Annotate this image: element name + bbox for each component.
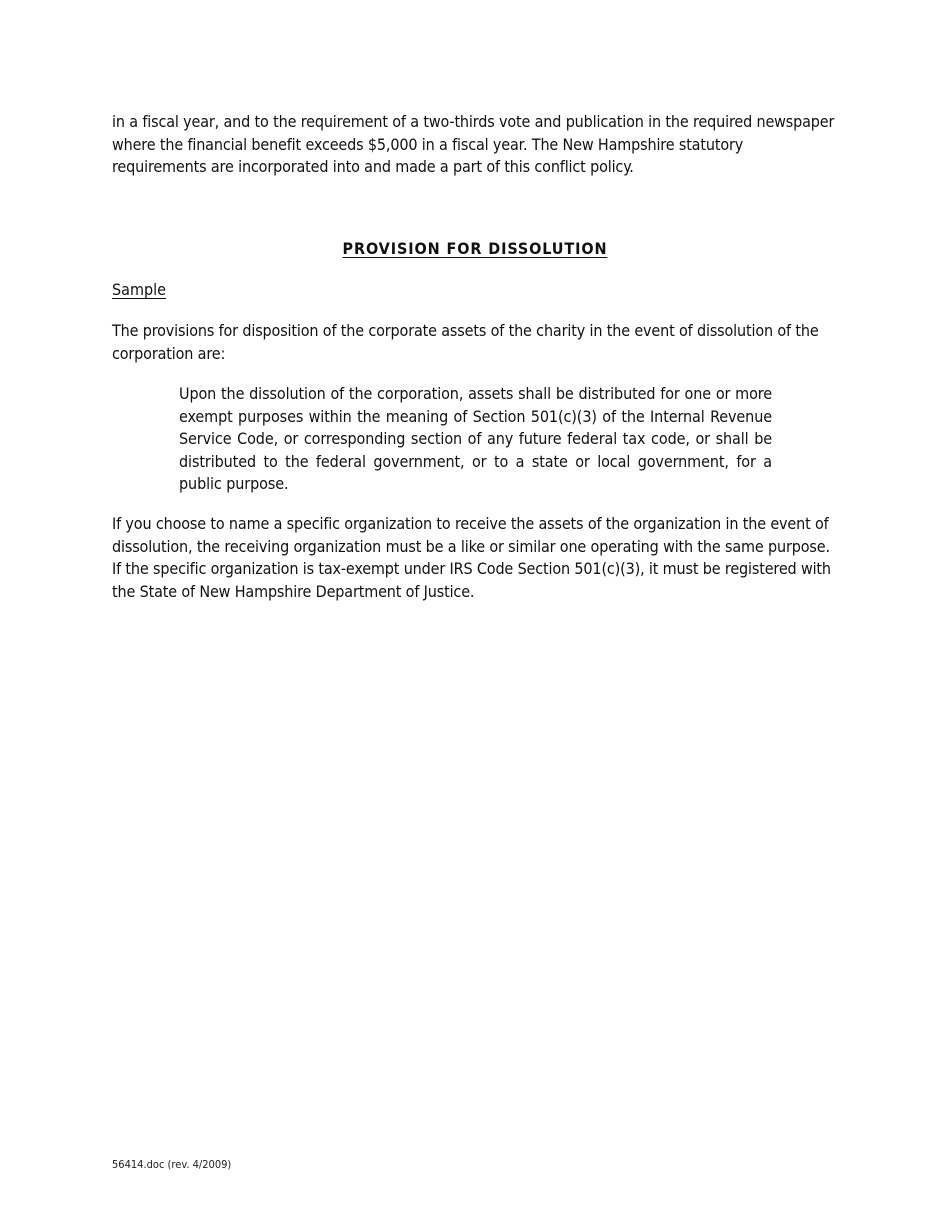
closing-paragraph: If you choose to name a specific organization to receive the assets of the organization in the event of dissolution, the receiving organization must be a like or similar one operating with the same purpose. If the specific organization is tax-exempt under IRS Code Section 501(c)(3), it must be registered with the State of New Hampshire Department of Justice. bbox=[112, 514, 831, 601]
section-heading-text: PROVISION FOR DISSOLUTION bbox=[342, 239, 608, 258]
document-footer: 56414.doc (rev. 4/2009) bbox=[112, 1158, 232, 1171]
lead-paragraph: The provisions for disposition of the corporate assets of the charity in the event of dissolution of the corporation are: bbox=[112, 321, 819, 363]
intro-paragraph: in a fiscal year, and to the requirement of a two-thirds vote and publication in the required newspaper where the financial benefit exceeds $5,000 in a fiscal year. The New Hampshire statutory requirements are incorporated into and made a part of this conflict policy. bbox=[112, 112, 835, 176]
sample-subheading: Sample bbox=[112, 280, 166, 299]
dissolution-clause-quote: Upon the dissolution of the corporation, assets shall be distributed for one or more exempt purposes within the meaning of Section 501(c)(3) of the Internal Revenue Service Code, or corresponding section of any future federal tax code, or shall be distributed to the federal government, or to a state or local government, for a public purpose. bbox=[179, 384, 772, 493]
section-heading bbox=[0, 238, 950, 260]
